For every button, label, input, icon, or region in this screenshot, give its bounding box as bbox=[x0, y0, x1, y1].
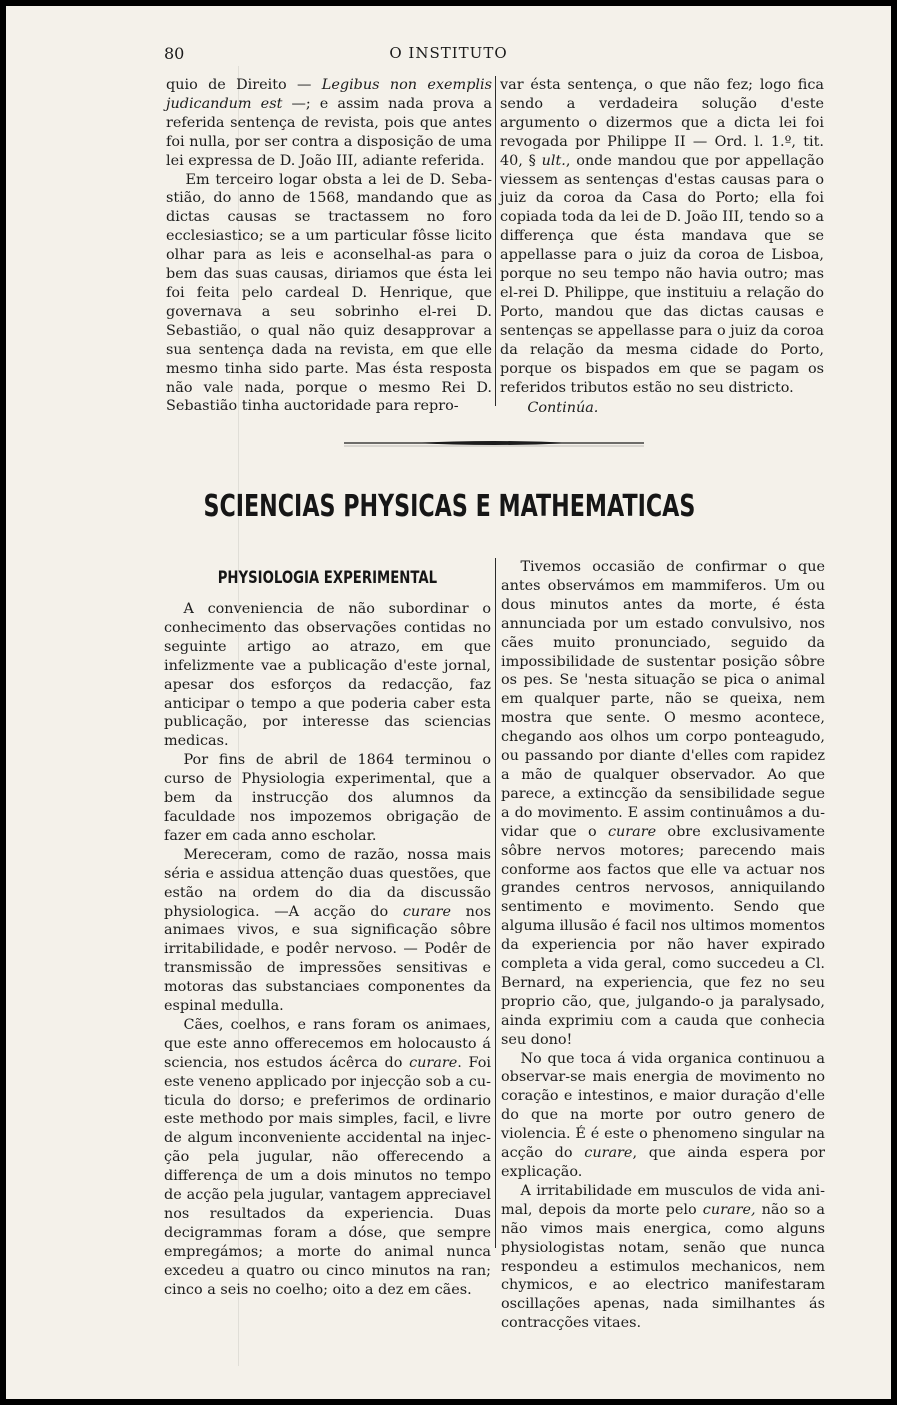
paragraph: var ésta sentença, o que não fez; logo fica sendo a verdadeira solução d'este argumento o dizermos que a dicta lei foi revogada por Philippe II — Ord. l. 1.º, tit. 40, § ult., onde mandou que por appellação viessem as sentenças d'estas causas para o juiz da coroa da Casa do Porto; ella foi copiada toda da lei de D. João III, tendo so a differença que ésta mandava que se appellasse para o juiz da coroa de Lisboa, porque no seu tempo não havia outro; mas el-rei D. Philippe, que instituiu a relação do Porto, mandou que das dictas causas e sentenças se appellasse para o juiz da coroa da relação da mesma cidade do Porto, porque os bispados em que se pagam os referidos tributos estão no seu districto. bbox=[500, 77, 824, 396]
paragraph: A irritabilidade em musculos de vida animal, depois da morte pelo curare, não so a não vimos mais energica, como alguns physiologistas notam, senão que nunca respondeu a estimulos mechanicos, nem chymicos, e ao electrico manifestaram oscillações apenas, nada similhantes ás contracções vitaes. bbox=[501, 1182, 825, 1332]
paragraph: No que toca á vida organica continuou a observar-se mais energia de movimento no coração e intestinos, e maior duração d'elle do que na morte por outro genero de violencia. É é este o phenomeno singular na acção do curare, que ainda espera por explicação. bbox=[501, 1050, 825, 1180]
page-number: 80 bbox=[164, 44, 185, 63]
paragraph: Cães, coelhos, e rans foram os animaes, que este anno offerecemos em holocausto á sciencia, nos estudos ácêrca do curare. Foi este veneno applicado por injecção sob a cuticula do dorso; e preferimos de ordinario este methodo por mais simples, facil, e livre de algum inconveniente accidental na injecção pela jugular, não offerecendo a differença de um a dois minutos no tempo de acção pela jugular, vantagem appreciavel nos resultados da experiencia. Duas decigrammas foram a dóse, que sempre empregámos; a morte do animal nunca excedeu a quatro ou cinco minutos na ran; cinco a seis no coelho; oito a dez em cães. bbox=[164, 1016, 491, 1298]
document-page bbox=[6, 6, 891, 1399]
top-left-column bbox=[166, 76, 492, 416]
column-rule bbox=[495, 558, 496, 1248]
paragraph: Tivemos occasião de confirmar o que antes observámos em mammiferos. Um ou dous minutos antes da morte, é ésta annunciada por um estado convulsivo, nos cães muito pronunciado, seguido da impossibilidade de sustentar posição sôbre os pes. Se 'nesta situação se pica o animal em qualquer parte, não se queixa, nem mostra que sente. O mesmo acontece, chegando aos olhos um corpo ponteagudo, ou passando por diante d'elles com rapidez a mão de qualquer observador. Ao que parece, a extincção da sensibilidade segue a do movimento. E assim continuâmos a duvidar que o curare obre exclusivamente sôbre nervos motores; parecendo mais conforme aos factos que elle va actuar nos grandes centros nervosos, anniquilando sentimento e movimento. Sendo que alguma illusão é facil nos ultimos momentos da experiencia por não haver expirado completa a vida geral, como succedeu a Cl. Bernard, na experiencia, que fez no seu proprio cão, que, julgando-o ja paralysado, ainda exprimiu com a cauda que conhecia seu dono! bbox=[501, 559, 825, 1048]
section-title: SCIENCIAS PHYSICAS E MATHEMATICAS bbox=[203, 489, 696, 524]
paragraph: Por fins de abril de 1864 terminou o curso de Physiologia experimental, que a bem da instrucção dos alumnos da faculdade nos impozemos obrigação de fazer em cada anno escholar. bbox=[164, 752, 491, 844]
paragraph: Em terceiro logar obsta a lei de D. Sebastião, do anno de 1568, mandando que as dictas causas se tractassem no foro ecclesiastico; se a um particular fôsse licito olhar para as leis e aconselhal-as para o bem das suas causas, diriamos que ésta lei foi feita pelo cardeal D. Henrique, que governava a seu sobrinho el-rei D. Sebastião, o qual não quiz desapprovar a sua sentença dada na revista, em que elle mesmo tinha sido parte. Mas ésta resposta não vale nada, porque o mesmo Rei D. Sebastião tinha auctoridade para repro- bbox=[166, 171, 492, 415]
bottom-right-column bbox=[501, 558, 825, 1333]
paragraph: A conveniencia de não subordinar o conhecimento das observações contidas no seguinte artigo ao atrazo, em que infelizmente vae a publicação d'este jornal, apesar dos esforços da redacção, faz anticipar o tempo a que poderia caber esta publicação, por interesse das sciencias medicas. bbox=[164, 601, 491, 750]
bottom-left-column bbox=[164, 600, 491, 1300]
paragraph: quio de Direito — Legibus non exemplis judicandum est —; e assim nada prova a referida sentença de revista, pois que antes foi nulla, por ser contra a disposição de uma lei expressa de D. João III, adiante referida. bbox=[166, 77, 493, 169]
continua-note: Continúa. bbox=[527, 400, 599, 417]
top-right-column bbox=[500, 76, 824, 418]
paragraph: Mereceram, como de razão, nossa mais séria e assidua attenção duas questões, que estão na ordem do dia da discussão physiologica. —A acção do curare nos animaes vivos, e sua significação sôbre irritabilidade, e podêr nervoso. — Podêr de transmissão de impressões sensitivas e motoras das substanciaes componentes da espinal medulla. bbox=[164, 846, 491, 1015]
journal-title: O INSTITUTO bbox=[389, 44, 508, 62]
running-head bbox=[6, 44, 891, 64]
column-rule bbox=[495, 76, 496, 406]
section-divider bbox=[344, 438, 644, 450]
subsection-title: PHYSIOLOGIA EXPERIMENTAL bbox=[217, 568, 438, 588]
